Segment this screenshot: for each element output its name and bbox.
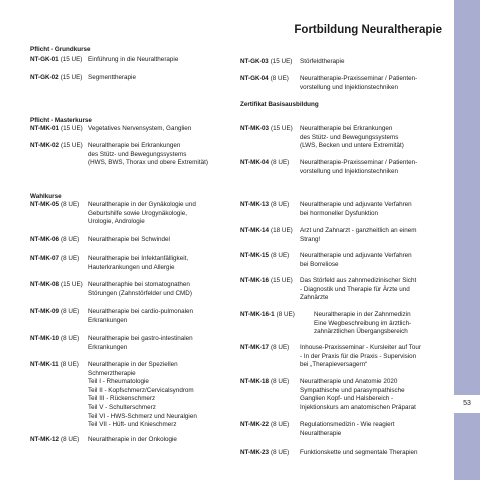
course-code: NT-MK-13 <box>240 201 270 208</box>
course-description-line: - In der Praxis für die Praxis - Supervision <box>300 352 417 360</box>
course-description-line: Hauterkrankungen und Allergie <box>88 263 175 271</box>
course-units: (15 UE) <box>61 125 83 132</box>
course-description-line: des Stütz- und Bewegungssystems <box>300 133 399 141</box>
course-description-line: vorstellung und Injektionstechniken <box>300 83 399 91</box>
page-number: 53 <box>454 395 480 413</box>
course-description-line: Funktionskette und segmentale Therapien <box>300 449 418 456</box>
course-entry-nt-mk-08 <box>30 281 192 297</box>
course-entry-nt-mk-23 <box>240 449 418 458</box>
course-description-line: Neuraltherapie bei cardio-pulmonalen <box>88 308 194 315</box>
course-description-line: Sympathische und parasympathische <box>300 386 405 394</box>
course-code: NT-GK-04 <box>240 75 269 82</box>
course-units: (8 UE) <box>61 436 80 443</box>
course-description-line: Zahnärzte <box>300 294 329 302</box>
course-description-line: Ganglien Kopf- und Halsbereich - <box>300 395 394 403</box>
course-entry-nt-mk-04 <box>240 159 418 175</box>
course-description-line: Neuraltherapie bei Schwindel <box>88 236 170 243</box>
course-units: (15 UE) <box>61 142 83 149</box>
course-entry-nt-mk-22 <box>240 421 395 437</box>
course-description-line: Neuraltherapie-Praxisseminar / Patienten- <box>300 159 418 166</box>
course-description-line: Neuraltherapie <box>300 429 342 437</box>
course-description-line: Urologie, Andrologie <box>88 218 145 226</box>
course-description-line: Regulationsmedizin - Wie reagiert <box>300 421 395 428</box>
course-units: (8 UE) <box>60 361 79 368</box>
course-entry-nt-gk-02 <box>30 74 136 83</box>
course-units: (8 UE) <box>271 421 290 428</box>
course-code: NT-GK-01 <box>30 56 59 63</box>
course-entry-nt-mk-13 <box>240 201 412 217</box>
course-description-line: Teil VI - HWS-Schmerz und Neuralgien <box>88 412 197 420</box>
course-description-line: bei hormoneller Dysfunktion <box>300 209 379 217</box>
course-units: (15 UE) <box>60 74 83 81</box>
course-description-line: bei „Therapieversagern“ <box>300 361 368 369</box>
course-entry-nt-mk-01 <box>30 125 192 134</box>
course-code: NT-MK-17 <box>240 344 270 351</box>
course-description-line: Teil V - Schulterschmerz <box>88 403 156 411</box>
course-units: (8 UE) <box>276 311 295 318</box>
course-code: NT-MK-07 <box>30 255 60 262</box>
course-entry-nt-mk-17 <box>240 344 421 369</box>
course-description-line: Neuraltherapie bei Erkrankungen <box>300 125 393 132</box>
course-entry-nt-mk-16-1 <box>240 311 412 336</box>
course-description-line: Neuraltherapie in der Gynäkologie und <box>88 201 196 208</box>
page-title: Fortbildung Neuraltherapie <box>294 24 442 36</box>
course-units: (18 UE) <box>271 227 293 234</box>
course-description-line: Vegetatives Nervensystem, Ganglien <box>88 125 192 132</box>
course-code: NT-MK-09 <box>30 308 60 315</box>
course-entry-nt-gk-04 <box>240 75 418 91</box>
course-units: (8 UE) <box>271 159 290 166</box>
course-units: (8 UE) <box>271 378 290 385</box>
course-entry-nt-mk-09 <box>30 308 194 324</box>
course-description-line: Einführung in die Neuraltherapie <box>88 56 179 63</box>
course-code: NT-MK-22 <box>240 421 270 428</box>
course-description-line: Teil I - Rheumatologie <box>88 378 149 386</box>
course-code: NT-MK-04 <box>240 159 270 166</box>
course-code: NT-MK-08 <box>30 281 60 288</box>
course-code: NT-MK-23 <box>240 449 270 456</box>
course-description-line: Inhouse-Praxisseminar - Kursleiter auf Tour <box>300 344 421 351</box>
course-units: (15 UE) <box>270 58 293 65</box>
course-description-line: Geburtshilfe sowie Urogynäkologie, <box>88 209 188 217</box>
course-entry-nt-mk-12 <box>30 436 177 445</box>
course-units: (8 UE) <box>270 75 289 82</box>
course-code: NT-MK-16 <box>240 277 270 284</box>
course-units: (8 UE) <box>271 344 290 351</box>
course-code: NT-MK-06 <box>30 236 60 243</box>
course-entry-nt-mk-16 <box>240 277 417 302</box>
course-description-line: Neuraltherapie-Praxisseminar / Patienten- <box>300 75 418 82</box>
course-description-line: Neuraltherapie in der Speziellen <box>88 361 178 368</box>
course-code: NT-MK-18 <box>240 378 270 385</box>
course-entry-nt-mk-18 <box>240 378 416 411</box>
course-description-line: Neuraltherapie bei Infektanfälligkeit, <box>88 255 189 262</box>
section-header-basisausbildung: Zertifikat Basisausbildung <box>240 101 319 108</box>
course-code: NT-MK-02 <box>30 142 60 149</box>
course-units: (15 UE) <box>60 56 83 63</box>
section-header-masterkurse: Pflicht - Masterkurse <box>30 117 92 124</box>
course-description-line: - Diagnostik und Therapie für Ärzte und <box>300 285 410 293</box>
course-description-line: Erkrankungen <box>88 343 128 351</box>
course-units: (8 UE) <box>61 308 80 315</box>
course-code: NT-MK-16-1 <box>240 311 275 318</box>
course-description-line: Schmerztherapie <box>88 369 136 377</box>
course-units: (8 UE) <box>61 255 80 262</box>
course-code: NT-MK-03 <box>240 125 270 132</box>
course-code: NT-GK-02 <box>30 74 59 81</box>
course-units: (8 UE) <box>271 252 290 259</box>
course-description-line: Teil II - Kopfschmerz/Cervicalsyndrom <box>88 386 194 394</box>
course-units: (8 UE) <box>61 201 80 208</box>
course-description-line: Das Störfeld aus zahnmedizinischer Sicht <box>300 277 417 284</box>
course-units: (8 UE) <box>61 236 80 243</box>
course-description-line: zahnärztlichen Übergangsbereich <box>314 328 408 336</box>
course-units: (15 UE) <box>271 125 293 132</box>
course-entry-nt-mk-05 <box>30 201 196 226</box>
course-description-line: Neuraltherapie in der Zahnmedizin <box>314 311 411 318</box>
course-units: (15 UE) <box>61 281 83 288</box>
course-description-line: (HWS, BWS, Thorax und obere Extremität) <box>88 159 208 167</box>
course-description-line: Neuraltherapie bei Erkrankungen <box>88 142 181 149</box>
course-description-line: Eine Wegbeschreibung im ärztlich- <box>314 319 412 327</box>
course-description-line: Arzt und Zahnarzt - ganzheitlich an einem <box>300 227 417 234</box>
course-entry-nt-gk-03 <box>240 58 345 67</box>
course-entry-nt-mk-03 <box>240 125 404 150</box>
course-description-line: bei Borreliose <box>300 260 339 268</box>
course-code: NT-MK-01 <box>30 125 60 132</box>
course-code: NT-MK-14 <box>240 227 270 234</box>
course-description-line: Injektionskurs am anatomischen Präparat <box>300 403 416 411</box>
course-entry-nt-gk-01 <box>30 56 179 65</box>
course-description-line: Teil III - Rückenschmerz <box>88 395 156 403</box>
course-units: (8 UE) <box>61 335 80 342</box>
course-entry-nt-mk-15 <box>240 252 412 268</box>
course-units: (8 UE) <box>271 449 290 456</box>
course-entry-nt-mk-14 <box>240 227 417 243</box>
course-code: NT-MK-11 <box>30 361 59 368</box>
course-description-line: Neuraltherapie bei gastro-intestinalen <box>88 335 193 342</box>
course-description-line: Störfeldtherapie <box>300 58 345 65</box>
course-entry-nt-mk-11 <box>30 361 197 429</box>
section-header-grundkurse: Pflicht - Grundkurse <box>30 46 91 53</box>
course-code: NT-MK-05 <box>30 201 60 208</box>
course-description-line: Neuraltherapie und Anatomie 2020 <box>300 378 398 385</box>
course-entry-nt-mk-07 <box>30 255 189 271</box>
course-entry-nt-mk-06 <box>30 236 170 245</box>
course-description-line: Erkrankungen <box>88 316 128 324</box>
course-description-line: Strang! <box>300 235 321 243</box>
course-code: NT-MK-10 <box>30 335 60 342</box>
course-units: (8 UE) <box>271 201 290 208</box>
course-units: (15 UE) <box>271 277 293 284</box>
course-code: NT-MK-15 <box>240 252 270 259</box>
course-description-line: Neuraltheraphie bei stomatognathen <box>88 281 190 288</box>
course-description-line: Teil VII - Hüft- und Knieschmerz <box>88 421 177 429</box>
course-code: NT-GK-03 <box>240 58 269 65</box>
course-description-line: vorstellung und Injektionstechniken <box>300 167 399 175</box>
course-description-line: Neuraltherapie und adjuvante Verfahren <box>300 252 412 259</box>
course-description-line: (LWS, Becken und untere Extremität) <box>300 142 404 150</box>
course-description-line: Störungen (Zahnstörfelder und CMD) <box>88 289 192 297</box>
course-description-line: des Stütz- und Bewegungssystems <box>88 150 187 158</box>
course-entry-nt-mk-02 <box>30 142 208 167</box>
course-code: NT-MK-12 <box>30 436 60 443</box>
course-entry-nt-mk-10 <box>30 335 193 351</box>
course-description-line: Segmenttherapie <box>88 74 136 81</box>
course-description-line: Neuraltherapie in der Onkologie <box>88 436 177 443</box>
section-header-wahlkurse: Wahlkurse <box>30 193 62 200</box>
course-description-line: Neuraltherapie und adjuvante Verfahren <box>300 201 412 208</box>
